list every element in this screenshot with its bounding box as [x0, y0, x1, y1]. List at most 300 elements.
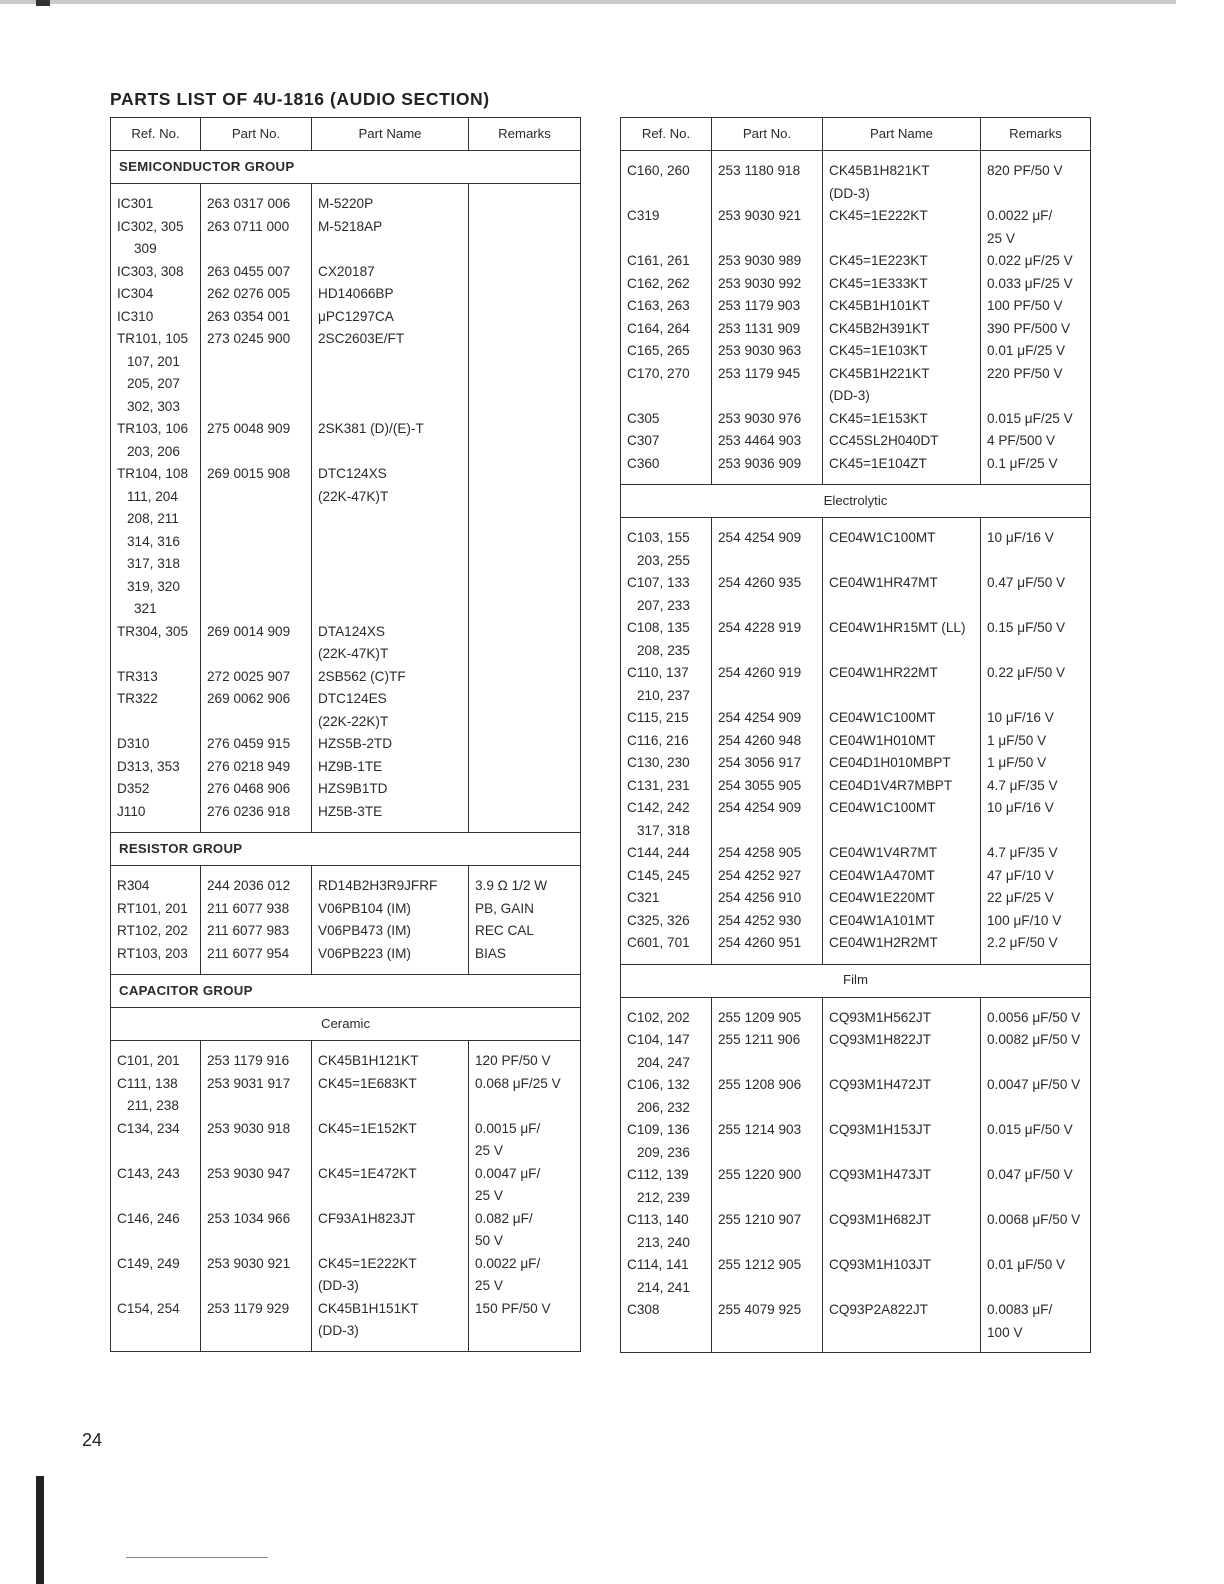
remarks-cell: [981, 1299, 1091, 1344]
top-edge-mark: [36, 0, 50, 6]
remarks-cell: [981, 1074, 1091, 1119]
part-no-cell: [712, 160, 823, 205]
cell-line: 253 1179 916: [207, 1053, 290, 1068]
part-name-cell: [312, 1163, 469, 1208]
remarks-cell: [981, 430, 1091, 453]
ref-no-cell: [621, 752, 712, 775]
cell-line: 255 1220 900: [718, 1167, 802, 1182]
header-ref-no: Ref. No.: [621, 118, 712, 151]
cell-line: 208, 235: [637, 642, 690, 658]
remarks-cell: [981, 250, 1091, 273]
ref-no-cell: [621, 1029, 712, 1074]
header-part-no: Part No.: [712, 118, 823, 151]
cell-line: TR313: [117, 668, 158, 684]
table-row: [621, 707, 1091, 730]
cell-line: 1 μF/50 V: [987, 732, 1047, 748]
cell-line: 254 3055 905: [718, 777, 802, 793]
remarks-cell: [469, 666, 581, 689]
remarks-cell: [469, 1118, 581, 1163]
remarks-cell: [469, 1208, 581, 1253]
ref-no-cell: [621, 775, 712, 798]
cell-line: CQ93M1H153JT: [829, 1122, 931, 1137]
ref-no-cell: [111, 801, 201, 824]
cell-line: CK45B1H221KT: [829, 365, 930, 381]
ref-no-cell: [621, 730, 712, 753]
cell-line: 0.0015 μF/: [475, 1120, 541, 1136]
table-row: [111, 1298, 581, 1343]
cell-line: R304: [117, 878, 150, 893]
ref-no-cell: [111, 733, 201, 756]
remarks-cell: [981, 730, 1091, 753]
remarks-cell: [981, 453, 1091, 476]
group-heading-semiconductor: SEMICONDUCTOR GROUP: [111, 151, 581, 184]
cell-line: 25 V: [475, 1143, 503, 1158]
part-name-cell: [312, 1073, 469, 1118]
cell-line: HZS5B-2TD: [318, 736, 393, 751]
cell-line: 254 3056 917: [718, 755, 802, 770]
cell-line: C109, 136: [627, 1122, 690, 1137]
table-row: [111, 943, 581, 966]
cell-line: HZ9B-1TE: [318, 758, 383, 774]
cell-line: CE04W1HR15MT (LL): [829, 620, 966, 635]
part-no-cell: [712, 1164, 823, 1209]
table-row: [111, 621, 581, 666]
cell-line: 4.7 μF/35 V: [987, 777, 1058, 793]
cell-line: 317, 318: [637, 822, 690, 838]
top-edge-line: [0, 0, 1176, 4]
table-row: [111, 801, 581, 824]
cell-line: 253 9030 918: [207, 1120, 291, 1136]
cell-line: M-5220P: [318, 196, 374, 211]
resistor-rows: [111, 866, 581, 975]
cell-line: C116, 216: [627, 732, 689, 748]
ref-no-cell: [621, 797, 712, 842]
table-row: [621, 160, 1091, 205]
table-row: [111, 463, 581, 621]
table-row: [621, 1074, 1091, 1119]
cell-line: 205, 207: [127, 376, 180, 391]
cell-line: D352: [117, 781, 150, 796]
ref-no-cell: [111, 875, 201, 898]
part-name-cell: [823, 617, 981, 662]
cell-line: 203, 255: [637, 552, 690, 568]
part-no-cell: [712, 730, 823, 753]
subgroup-heading-ceramic: Ceramic: [111, 1008, 581, 1041]
part-name-cell: [823, 1209, 981, 1254]
cell-line: C162, 262: [627, 275, 690, 291]
cell-line: BIAS: [475, 945, 506, 961]
part-no-cell: [712, 775, 823, 798]
table-row: [111, 733, 581, 756]
cell-line: 203, 206: [127, 443, 180, 459]
ref-no-cell: [111, 688, 201, 733]
part-name-cell: [312, 666, 469, 689]
remarks-cell: [981, 1029, 1091, 1074]
ref-no-cell: [111, 920, 201, 943]
page-number: 24: [82, 1430, 103, 1450]
cell-line: 253 1131 909: [718, 320, 801, 336]
cell-line: C360: [627, 455, 660, 471]
part-no-cell: [712, 932, 823, 955]
part-name-cell: [312, 328, 469, 418]
cell-line: 254 4260 948: [718, 732, 802, 748]
ref-no-cell: [111, 193, 201, 216]
cell-line: 254 4252 930: [718, 912, 802, 928]
cell-line: HZ5B-3TE: [318, 803, 383, 819]
part-name-cell: [823, 775, 981, 798]
cell-line: 213, 240: [637, 1234, 690, 1250]
table-row: [621, 617, 1091, 662]
remarks-cell: [981, 887, 1091, 910]
table-row: [111, 418, 581, 463]
table-row: [621, 527, 1091, 572]
part-no-cell: [201, 1163, 312, 1208]
cell-line: (DD-3): [829, 185, 870, 201]
cell-line: CE04W1H010MT: [829, 732, 936, 748]
ref-no-cell: [621, 1164, 712, 1209]
part-name-cell: [823, 527, 981, 572]
remarks-cell: [981, 910, 1091, 933]
part-name-cell: [312, 1118, 469, 1163]
cell-line: 0.47 μF/50 V: [987, 575, 1066, 590]
part-name-cell: [312, 688, 469, 733]
cell-line: CE04W1A470MT: [829, 867, 935, 883]
cell-line: CK45=1E472KT: [318, 1165, 417, 1181]
cell-line: 255 1209 905: [718, 1009, 802, 1025]
cell-line: 211 6077 938: [207, 900, 290, 916]
cell-line: 255 1212 905: [718, 1257, 802, 1272]
cell-line: 820 PF/50 V: [987, 163, 1063, 178]
cell-line: CE04D1H010MBPT: [829, 755, 951, 770]
part-name-cell: [823, 1007, 981, 1030]
cell-line: C111, 138: [117, 1075, 178, 1091]
cell-line: 272 0025 907: [207, 668, 291, 684]
table-header-row: [111, 118, 581, 151]
cell-line: 0.068 μF/25 V: [475, 1075, 561, 1091]
cell-line: CQ93M1H822JT: [829, 1032, 931, 1047]
part-name-cell: [823, 318, 981, 341]
remarks-cell: [469, 1253, 581, 1298]
table-row: [621, 1119, 1091, 1164]
part-no-cell: [712, 340, 823, 363]
header-part-name: Part Name: [823, 118, 981, 151]
table-row: [111, 1118, 581, 1163]
cell-line: V06PB223 (IM): [318, 945, 411, 961]
subgroup-heading-electrolytic: Electrolytic: [621, 485, 1091, 518]
cell-line: C146, 246: [117, 1210, 180, 1226]
part-no-cell: [712, 910, 823, 933]
remarks-cell: [981, 775, 1091, 798]
cell-line: 253 9036 909: [718, 455, 802, 471]
table-row: [621, 250, 1091, 273]
cell-line: CK45=1E223KT: [829, 253, 928, 268]
cell-line: CK45=1E222KT: [318, 1255, 417, 1271]
part-no-cell: [712, 295, 823, 318]
part-no-cell: [712, 363, 823, 408]
cell-line: 4.7 μF/35 V: [987, 845, 1058, 860]
ref-no-cell: [621, 1119, 712, 1164]
cell-line: 390 PF/500 V: [987, 320, 1071, 336]
cell-line: CK45B1H821KT: [829, 163, 930, 178]
remarks-cell: [981, 1119, 1091, 1164]
cell-line: 206, 232: [637, 1099, 690, 1115]
remarks-cell: [981, 1164, 1091, 1209]
ref-no-cell: [621, 527, 712, 572]
ref-no-cell: [621, 932, 712, 955]
part-name-cell: [823, 250, 981, 273]
cell-line: 0.015 μF/50 V: [987, 1122, 1073, 1137]
header-part-no: Part No.: [201, 118, 312, 151]
cell-line: D310: [117, 736, 150, 751]
ref-no-cell: [111, 756, 201, 779]
cell-line: 253 9030 963: [718, 343, 802, 358]
table-row: [621, 1007, 1091, 1030]
remarks-cell: [469, 778, 581, 801]
part-name-cell: [312, 1208, 469, 1253]
cell-line: CC45SL2H040DT: [829, 433, 939, 448]
cell-line: 212, 239: [637, 1189, 690, 1205]
remarks-cell: [469, 688, 581, 733]
cell-line: CE04W1HR47MT: [829, 575, 938, 590]
cell-line: 214, 241: [637, 1279, 690, 1295]
table-header-row: [621, 118, 1091, 151]
cell-line: 208, 211: [127, 511, 179, 526]
cell-line: C163, 263: [627, 298, 690, 313]
part-name-cell: [312, 306, 469, 329]
cell-line: 317, 318: [127, 556, 180, 571]
cell-line: 253 1034 966: [207, 1210, 291, 1226]
cell-line: PB, GAIN: [475, 900, 534, 916]
film-rows: [621, 997, 1091, 1353]
remarks-cell: [981, 932, 1091, 955]
cell-line: IC310: [117, 308, 154, 324]
ref-no-cell: [621, 865, 712, 888]
cell-line: C161, 261: [627, 253, 690, 268]
cell-line: 10 μF/16 V: [987, 710, 1054, 725]
cell-line: 255 1214 903: [718, 1122, 802, 1137]
cell-line: 100 PF/50 V: [987, 298, 1063, 313]
part-no-cell: [712, 1119, 823, 1164]
cell-line: TR304, 305: [117, 623, 189, 639]
remarks-cell: [981, 205, 1091, 250]
ref-no-cell: [621, 408, 712, 431]
cell-line: 50 V: [475, 1233, 503, 1248]
cell-line: 263 0317 006: [207, 196, 291, 211]
table-row: [621, 752, 1091, 775]
part-no-cell: [712, 1299, 823, 1344]
cell-line: C103, 155: [627, 530, 690, 545]
part-name-cell: [823, 887, 981, 910]
cell-line: TR101, 105: [117, 331, 189, 346]
cell-line: 100 V: [987, 1324, 1023, 1340]
cell-line: 150 PF/50 V: [475, 1300, 551, 1316]
cell-line: C305: [627, 410, 660, 426]
cell-line: (DD-3): [829, 388, 870, 403]
ref-no-cell: [111, 463, 201, 621]
cell-line: CK45=1E152KT: [318, 1120, 417, 1136]
ref-no-cell: [111, 943, 201, 966]
cell-line: 0.0022 μF/: [475, 1255, 541, 1271]
cell-line: 0.22 μF/50 V: [987, 665, 1066, 680]
part-no-cell: [201, 1073, 312, 1118]
ref-no-cell: [111, 1208, 201, 1253]
remarks-cell: [981, 340, 1091, 363]
cell-line: CK45B1H151KT: [318, 1300, 419, 1316]
cell-line: 263 0354 001: [207, 308, 291, 324]
cell-line: 0.15 μF/50 V: [987, 620, 1066, 635]
cell-line: 253 9030 989: [718, 253, 802, 268]
cell-line: CE04W1V4R7MT: [829, 845, 938, 860]
table-row: [621, 273, 1091, 296]
cell-line: CK45=1E222KT: [829, 208, 928, 223]
part-no-cell: [712, 797, 823, 842]
cell-line: 253 1180 918: [718, 163, 801, 178]
table-row: [621, 932, 1091, 955]
part-no-cell: [201, 778, 312, 801]
cell-line: 253 9030 992: [718, 275, 802, 291]
part-no-cell: [201, 418, 312, 463]
remarks-cell: [469, 328, 581, 418]
remarks-cell: [469, 1298, 581, 1343]
remarks-cell: [981, 707, 1091, 730]
part-no-cell: [201, 920, 312, 943]
part-name-cell: [312, 875, 469, 898]
table-row: [621, 572, 1091, 617]
part-no-cell: [201, 801, 312, 824]
table-row: [621, 775, 1091, 798]
cell-line: TR103, 106: [117, 421, 189, 436]
cell-line: 253 1179 929: [207, 1300, 290, 1316]
part-no-cell: [712, 1254, 823, 1299]
remarks-cell: [981, 572, 1091, 617]
cell-line: 220 PF/50 V: [987, 365, 1063, 381]
cell-line: C307: [627, 433, 660, 448]
table-row: [621, 865, 1091, 888]
remarks-cell: [981, 752, 1091, 775]
part-no-cell: [201, 1298, 312, 1343]
ref-no-cell: [621, 572, 712, 617]
cell-line: 1 μF/50 V: [987, 755, 1047, 770]
part-no-cell: [712, 205, 823, 250]
ref-no-cell: [621, 617, 712, 662]
ref-no-cell: [621, 250, 712, 273]
remarks-cell: [469, 283, 581, 306]
cell-line: 2SB562 (C)TF: [318, 668, 406, 684]
cell-line: 0.0047 μF/50 V: [987, 1077, 1081, 1092]
remarks-cell: [981, 617, 1091, 662]
cell-line: HZS9B1TD: [318, 781, 388, 796]
remarks-cell: [981, 408, 1091, 431]
part-no-cell: [712, 865, 823, 888]
cell-line: C115, 215: [627, 710, 689, 725]
cell-line: 253 9031 917: [207, 1075, 291, 1091]
table-row: [111, 1050, 581, 1073]
part-name-cell: [312, 463, 469, 621]
part-name-cell: [312, 621, 469, 666]
part-no-cell: [712, 887, 823, 910]
cell-line: 0.015 μF/25 V: [987, 410, 1073, 426]
part-no-cell: [712, 842, 823, 865]
cell-line: CE04D1V4R7MBPT: [829, 777, 953, 793]
part-name-cell: [312, 898, 469, 921]
table-row: [621, 340, 1091, 363]
cell-line: 253 9030 921: [207, 1255, 291, 1271]
cell-line: 0.1 μF/25 V: [987, 455, 1058, 471]
part-name-cell: [312, 1298, 469, 1343]
ref-no-cell: [111, 621, 201, 666]
cell-line: CF93A1H823JT: [318, 1210, 416, 1226]
cell-line: 2SC2603E/FT: [318, 331, 405, 346]
ref-no-cell: [111, 1073, 201, 1118]
cell-line: 0.01 μF/25 V: [987, 343, 1066, 358]
ref-no-cell: [621, 160, 712, 205]
cell-line: TR322: [117, 691, 158, 706]
semiconductor-rows: [111, 184, 581, 833]
cell-line: 22 μF/25 V: [987, 890, 1054, 905]
cell-line: J110: [117, 803, 146, 819]
part-name-cell: [823, 273, 981, 296]
parts-table-right: [620, 117, 1091, 1353]
table-row: [621, 797, 1091, 842]
remarks-cell: [469, 621, 581, 666]
cell-line: CK45=1E153KT: [829, 410, 928, 426]
cell-line: 204, 247: [637, 1054, 690, 1070]
cell-line: 276 0236 918: [207, 803, 291, 819]
cell-line: CE04W1HR22MT: [829, 665, 938, 680]
cell-line: C110, 137: [627, 665, 689, 680]
part-name-cell: [823, 752, 981, 775]
table-row: [621, 842, 1091, 865]
part-name-cell: [823, 865, 981, 888]
part-name-cell: [312, 943, 469, 966]
remarks-cell: [981, 273, 1091, 296]
remarks-cell: [469, 1163, 581, 1208]
part-no-cell: [712, 617, 823, 662]
ref-no-cell: [621, 318, 712, 341]
cell-line: 269 0015 908: [207, 466, 291, 481]
cell-line: 0.0082 μF/50 V: [987, 1032, 1081, 1047]
ceramic-rows: [111, 1041, 581, 1352]
table-row: [111, 1163, 581, 1208]
part-no-cell: [712, 408, 823, 431]
cell-line: 255 1211 906: [718, 1032, 801, 1047]
cell-line: (22K-47K)T: [318, 646, 389, 661]
cell-line: RT102, 202: [117, 923, 188, 938]
cell-line: C319: [627, 208, 660, 223]
cell-line: 254 4254 909: [718, 800, 802, 815]
ref-no-cell: [621, 430, 712, 453]
cell-line: 255 1208 906: [718, 1077, 802, 1092]
part-no-cell: [201, 306, 312, 329]
cell-line: 10 μF/16 V: [987, 800, 1054, 815]
ref-no-cell: [621, 273, 712, 296]
cell-line: 0.0056 μF/50 V: [987, 1009, 1081, 1025]
cell-line: C142, 242: [627, 800, 690, 815]
cell-line: C143, 243: [117, 1165, 180, 1181]
ref-no-cell: [621, 363, 712, 408]
part-name-cell: [823, 1029, 981, 1074]
cell-line: TR104, 108: [117, 466, 189, 481]
ref-no-cell: [111, 306, 201, 329]
part-name-cell: [823, 662, 981, 707]
part-name-cell: [312, 756, 469, 779]
part-name-cell: [823, 430, 981, 453]
table-row: [621, 1299, 1091, 1344]
cell-line: (22K-47K)T: [318, 488, 389, 504]
part-no-cell: [201, 621, 312, 666]
electrolytic-rows: [621, 518, 1091, 965]
cell-line: C321: [627, 890, 660, 905]
